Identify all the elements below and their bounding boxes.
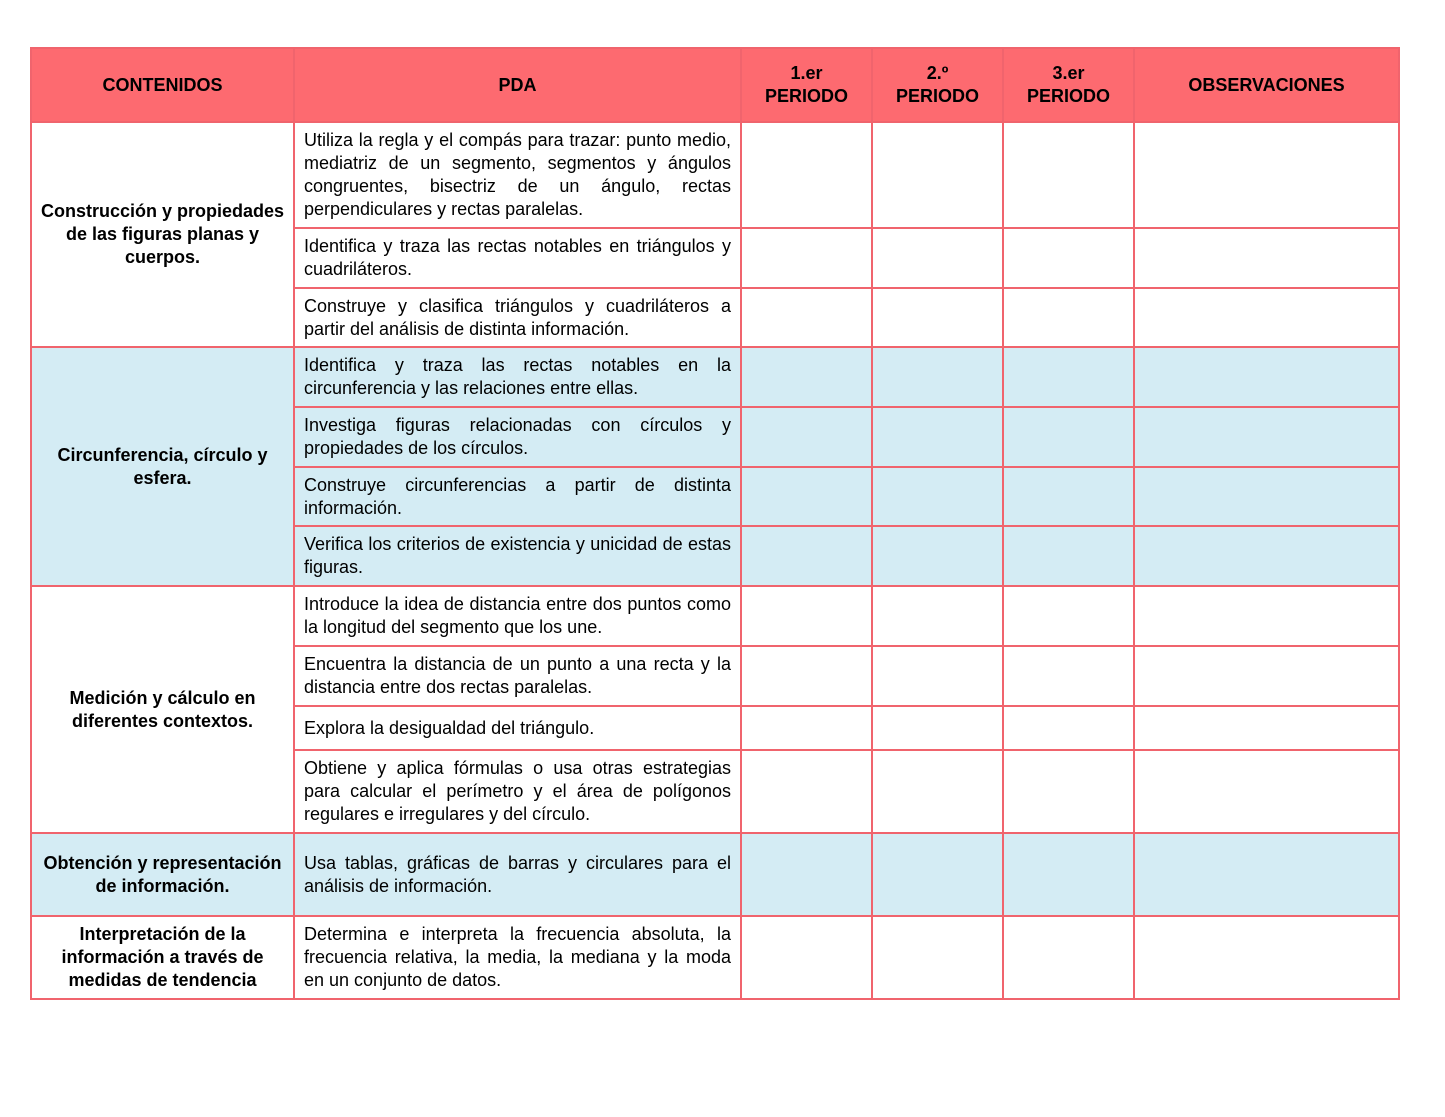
periodo-1-cell[interactable] [741, 833, 872, 916]
pda-cell: Determina e interpreta la frecuencia absoluta, la frecuencia relativa, la media, la mediana y la moda en un conjunto de datos. [294, 916, 741, 999]
periodo-1-cell[interactable] [741, 228, 872, 288]
content-cell: Interpretación de la información a través de medidas de tendencia [31, 916, 294, 999]
periodo-3-cell[interactable] [1003, 586, 1134, 646]
header-row [31, 48, 1399, 122]
periodo-2-cell[interactable] [872, 526, 1003, 586]
header-periodo-3-number: 3.er [1052, 63, 1085, 83]
periodo-2-cell[interactable] [872, 750, 1003, 833]
periodo-1-cell[interactable] [741, 122, 872, 228]
header-periodo-3-label: PERIODO [1026, 86, 1110, 106]
periodo-1-cell[interactable] [741, 526, 872, 586]
table-row [31, 347, 1399, 407]
observaciones-cell[interactable] [1134, 347, 1399, 407]
observaciones-cell[interactable] [1134, 750, 1399, 833]
periodo-3-cell[interactable] [1003, 288, 1134, 347]
periodo-3-cell[interactable] [1003, 526, 1134, 586]
table-row [31, 833, 1399, 916]
observaciones-cell[interactable] [1134, 288, 1399, 347]
content-cell: Circunferencia, círculo y esfera. [31, 347, 294, 586]
observaciones-cell[interactable] [1134, 228, 1399, 288]
observaciones-cell[interactable] [1134, 467, 1399, 526]
observaciones-cell[interactable] [1134, 833, 1399, 916]
observaciones-cell[interactable] [1134, 916, 1399, 999]
header-periodo-1 [741, 48, 872, 122]
periodo-2-cell[interactable] [872, 347, 1003, 407]
header-periodo-2-label: PERIODO [895, 86, 979, 106]
observaciones-cell[interactable] [1134, 122, 1399, 228]
periodo-3-cell[interactable] [1003, 347, 1134, 407]
content-cell: Construcción y propiedades de las figuras planas y cuerpos. [31, 122, 294, 347]
periodo-2-cell[interactable] [872, 916, 1003, 999]
periodo-2-cell[interactable] [872, 706, 1003, 750]
periodo-1-cell[interactable] [741, 347, 872, 407]
observaciones-cell[interactable] [1134, 706, 1399, 750]
header-periodo-3 [1003, 48, 1134, 122]
table-row [31, 122, 1399, 228]
pda-cell: Construye circunferencias a partir de distinta información. [294, 467, 741, 526]
header-pda: PDA [294, 48, 741, 122]
periodo-2-cell[interactable] [872, 646, 1003, 706]
periodo-3-cell[interactable] [1003, 228, 1134, 288]
pda-cell: Construye y clasifica triángulos y cuadriláteros a partir del análisis de distinta información. [294, 288, 741, 347]
periodo-2-cell[interactable] [872, 228, 1003, 288]
periodo-1-cell[interactable] [741, 586, 872, 646]
periodo-2-cell[interactable] [872, 586, 1003, 646]
pda-table [30, 47, 1400, 1000]
periodo-1-cell[interactable] [741, 407, 872, 467]
periodo-3-cell[interactable] [1003, 916, 1134, 999]
periodo-3-cell[interactable] [1003, 646, 1134, 706]
pda-cell: Verifica los criterios de existencia y unicidad de estas figuras. [294, 526, 741, 586]
periodo-2-cell[interactable] [872, 407, 1003, 467]
header-periodo-1-number: 1.er [790, 63, 823, 83]
periodo-2-cell[interactable] [872, 833, 1003, 916]
periodo-1-cell[interactable] [741, 750, 872, 833]
observaciones-cell[interactable] [1134, 407, 1399, 467]
periodo-3-cell[interactable] [1003, 467, 1134, 526]
periodo-2-cell[interactable] [872, 467, 1003, 526]
content-cell: Obtención y representación de información. [31, 833, 294, 916]
content-cell: Medición y cálculo en diferentes contextos. [31, 586, 294, 833]
periodo-2-cell[interactable] [872, 288, 1003, 347]
periodo-1-cell[interactable] [741, 467, 872, 526]
periodo-3-cell[interactable] [1003, 750, 1134, 833]
pda-cell: Encuentra la distancia de un punto a una recta y la distancia entre dos rectas paralelas. [294, 646, 741, 706]
observaciones-cell[interactable] [1134, 526, 1399, 586]
pda-cell: Utiliza la regla y el compás para trazar: punto medio, mediatriz de un segmento, segmentos y ángulos congruentes, bisectriz de un ángulo, rectas perpendiculares y rectas paralelas. [294, 122, 741, 228]
observaciones-cell[interactable] [1134, 646, 1399, 706]
periodo-1-cell[interactable] [741, 646, 872, 706]
periodo-1-cell[interactable] [741, 706, 872, 750]
pda-cell: Introduce la idea de distancia entre dos puntos como la longitud del segmento que los une. [294, 586, 741, 646]
pda-cell: Investiga figuras relacionadas con círculos y propiedades de los círculos. [294, 407, 741, 467]
observaciones-cell[interactable] [1134, 586, 1399, 646]
pda-cell: Explora la desigualdad del triángulo. [294, 706, 741, 750]
pda-cell: Identifica y traza las rectas notables en triángulos y cuadriláteros. [294, 228, 741, 288]
header-periodo-2-number: 2.º [926, 63, 949, 83]
header-observaciones: OBSERVACIONES [1134, 48, 1399, 122]
table-row [31, 586, 1399, 646]
periodo-2-cell[interactable] [872, 122, 1003, 228]
header-periodo-1-label: PERIODO [764, 86, 848, 106]
pda-cell: Identifica y traza las rectas notables en la circunferencia y las relaciones entre ellas. [294, 347, 741, 407]
periodo-3-cell[interactable] [1003, 407, 1134, 467]
periodo-1-cell[interactable] [741, 916, 872, 999]
header-periodo-2 [872, 48, 1003, 122]
periodo-3-cell[interactable] [1003, 706, 1134, 750]
periodo-3-cell[interactable] [1003, 833, 1134, 916]
pda-cell: Usa tablas, gráficas de barras y circulares para el análisis de información. [294, 833, 741, 916]
periodo-3-cell[interactable] [1003, 122, 1134, 228]
table-row [31, 916, 1399, 999]
pda-cell: Obtiene y aplica fórmulas o usa otras estrategias para calcular el perímetro y el área de polígonos regulares e irregulares y del círculo. [294, 750, 741, 833]
periodo-1-cell[interactable] [741, 288, 872, 347]
header-contenidos: CONTENIDOS [31, 48, 294, 122]
